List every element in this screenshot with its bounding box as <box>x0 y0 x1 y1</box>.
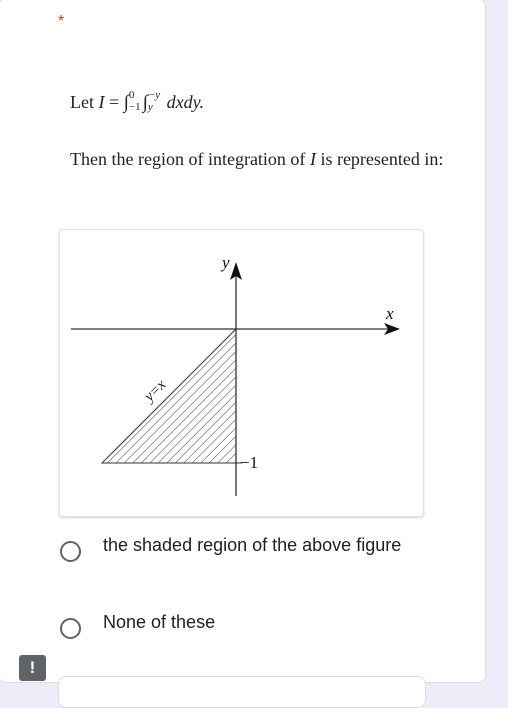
exclamation-icon[interactable]: ! <box>19 655 46 681</box>
line-label: y=x <box>141 376 170 405</box>
y-axis-label: y <box>222 253 230 272</box>
equals-sign: = <box>109 92 120 113</box>
integrand: dxdy. <box>166 92 205 113</box>
radio-button[interactable] <box>60 541 81 562</box>
next-question-card <box>58 676 426 708</box>
required-asterisk: * <box>58 13 65 30</box>
question-line2-suffix: is represented in: <box>320 149 444 169</box>
inner-integral-limits: −y y <box>147 89 161 113</box>
option-label[interactable]: None of these <box>103 612 216 632</box>
x-axis-label: x <box>386 304 394 323</box>
option-label[interactable]: the shaded region of the above figure <box>103 535 402 555</box>
question-line-1 <box>70 89 205 116</box>
tick-label-minus-one: −1 <box>240 453 259 472</box>
question-line2-variable: I <box>309 149 316 169</box>
question-variable: I <box>98 92 105 113</box>
shaded-region <box>102 329 236 463</box>
option-none-of-these[interactable] <box>60 609 403 639</box>
outer-integral-limits: 0 −1 <box>128 89 141 113</box>
radio-button[interactable] <box>60 618 81 639</box>
question-line-2 <box>70 149 443 170</box>
question-prefix: Let <box>70 92 94 113</box>
region-diagram <box>60 230 423 516</box>
question-figure <box>59 229 424 517</box>
inner-integral-sign: ∫ <box>142 92 148 114</box>
question-line2-prefix: Then the region of integration of <box>70 149 306 169</box>
outer-integral-sign: ∫ <box>123 92 129 114</box>
option-shaded-region[interactable] <box>60 532 403 562</box>
